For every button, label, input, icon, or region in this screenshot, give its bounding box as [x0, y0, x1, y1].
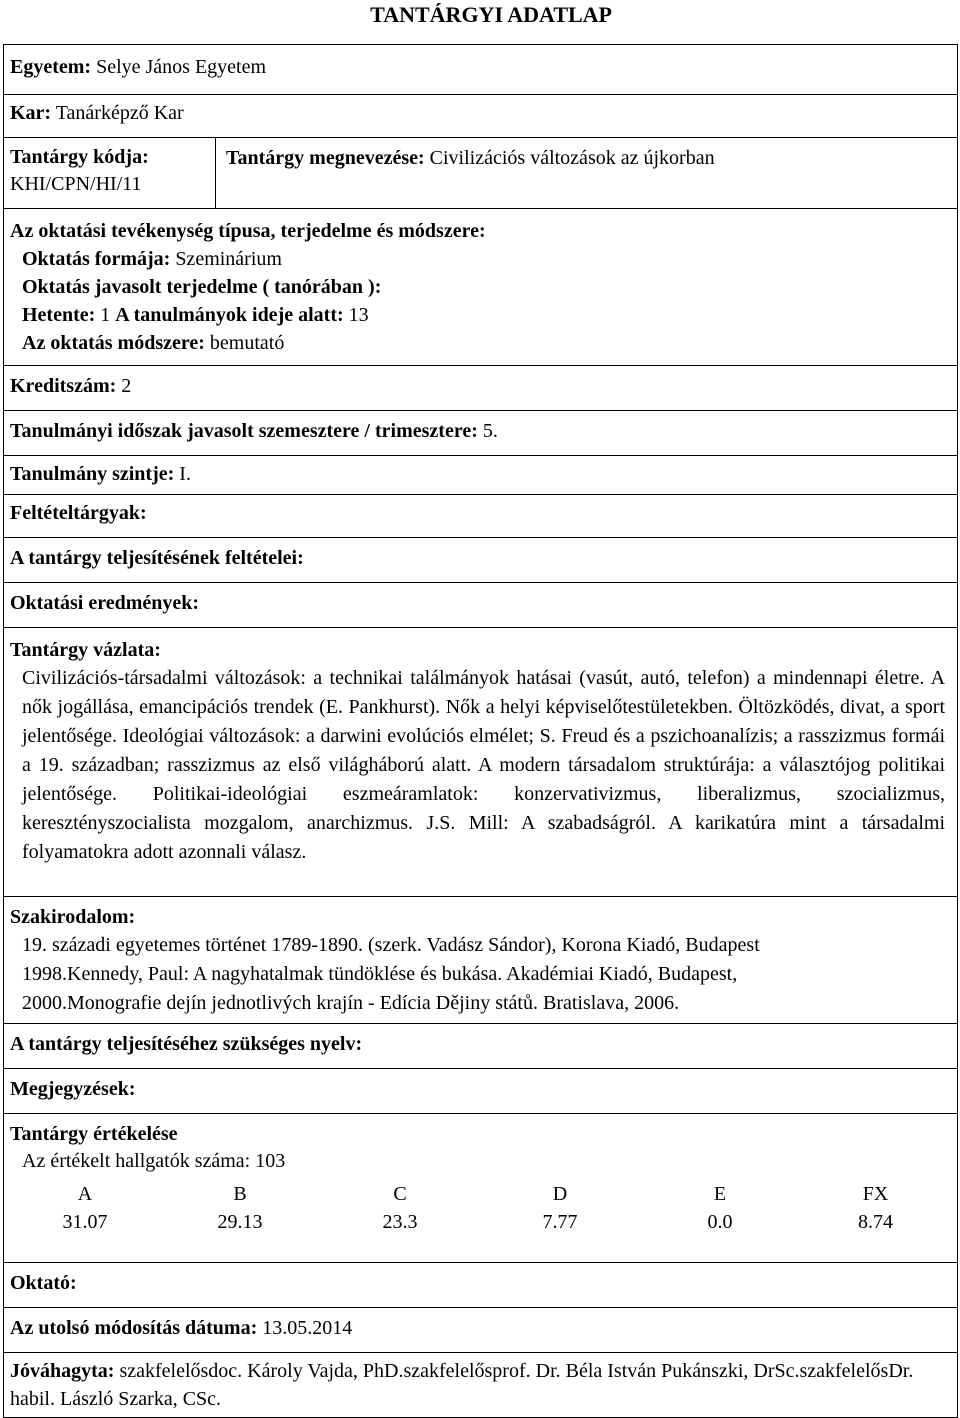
- grade-percentage: 29.13: [217, 1211, 263, 1233]
- literature-line: 1998.Kennedy, Paul: A nagyhatalmak tündöklése és bukása. Akadémiai Kiadó, Budapest,: [22, 963, 738, 985]
- evaluated-count: Az értékelt hallgatók száma: 103: [22, 1150, 286, 1172]
- prerequisites-row: [4, 495, 958, 538]
- credits-label: Kreditszám:: [10, 375, 117, 397]
- weekly-label: Hetente:: [22, 304, 96, 326]
- teaching-form-value: Szeminárium: [175, 248, 282, 270]
- grade-distribution-table: [10, 1180, 951, 1236]
- grade-letter: FX: [862, 1183, 889, 1205]
- faculty-row: [4, 95, 958, 138]
- teaching-method-value: bemutató: [209, 332, 285, 354]
- grade-header-row: [10, 1180, 951, 1208]
- credits-row: [4, 366, 958, 411]
- grade-percentage: 7.77: [542, 1211, 578, 1233]
- grade-letter: E: [713, 1183, 727, 1205]
- prerequisites-label: Feltételtárgyak:: [10, 502, 147, 524]
- evaluation-label: Tantárgy értékelése: [10, 1123, 178, 1145]
- grade-letter: C: [393, 1183, 407, 1205]
- course-data-sheet: [3, 44, 958, 1418]
- literature-line: 2000.Monografie dejín jednotlivých krajín - Edícia Dějiny států. Bratislava, 2006.: [22, 992, 680, 1014]
- course-code-label: Tantárgy kódja:: [10, 146, 149, 168]
- university-label: Egyetem:: [10, 56, 92, 78]
- total-hours-value: 13: [348, 304, 369, 326]
- grade-percentage: 23.3: [382, 1211, 418, 1233]
- semester-label: Tanulmányi időszak javasolt szemesztere / trimesztere:: [10, 420, 478, 442]
- weekly-value: 1: [100, 304, 111, 326]
- teaching-heading: Az oktatási tevékenység típusa, terjedelme és módszere:: [10, 220, 486, 242]
- modified-value: 13.05.2014: [262, 1317, 353, 1339]
- grade-percentage: 8.74: [858, 1211, 893, 1233]
- level-label: Tanulmány szintje:: [10, 463, 175, 485]
- semester-value: 5.: [482, 420, 498, 442]
- evaluation-row: [4, 1114, 958, 1263]
- level-row: [4, 456, 958, 495]
- course-name-label: Tantárgy megnevezése:: [226, 147, 425, 169]
- teaching-row: [4, 209, 958, 366]
- course-code-value: KHI/CPN/HI/11: [10, 173, 142, 195]
- outline-text: Civilizációs-társadalmi változások: a technikai találmányok hatásai (vasút, autó, telefon) a mindennapi életre. A nők jogállása, emancipációs trendek (E. Pankhurst). Nők a helyi képviselőtestületekben. Öltözködés, divat, a sport jelentősége. Ideológiai változások: a darwini evolúciós elmélet; S. Freud és a pszichoanalízis; a rasszizmus formái a 19. században; rasszizmus az első világháború alatt. A modern társadalom struktúrája: a választójog politikai jelentősége. Politikai-ideológiai eszmeáramlatok: konzervativizmus, liberalizmus, szocializmus, keresztényszocialista mozgalom, anarchizmus. J.S. Mill: A szabadságról. A karikatúra mint a társadalmi folyamatokra adott azonnali válasz.: [22, 667, 946, 863]
- teaching-scope-label: Oktatás javasolt terjedelme ( tanórában ):: [22, 276, 382, 298]
- literature-label: Szakirodalom:: [10, 906, 136, 928]
- approved-value: szakfelelősdoc. Károly Vajda, PhD.szakfelelősprof. Dr. Béla István Pukánszki, DrSc.szakfelelősDr. habil. László Szarka, CSc.: [10, 1360, 914, 1410]
- language-row: [4, 1024, 958, 1069]
- instructor-label: Oktató:: [10, 1272, 77, 1294]
- semester-row: [4, 411, 958, 456]
- grade-percentage: 0.0: [707, 1211, 733, 1233]
- literature-row: [4, 897, 958, 1024]
- modified-label: Az utolsó módosítás dátuma:: [10, 1317, 258, 1339]
- modified-row: [4, 1308, 958, 1353]
- course-name-cell: [216, 138, 958, 209]
- total-hours-label: A tanulmányok ideje alatt:: [115, 304, 344, 326]
- grade-percentage-row: [10, 1208, 951, 1236]
- course-id-row: [4, 138, 958, 209]
- conditions-row: [4, 538, 958, 583]
- document-title: TANTÁRGYI ADATLAP: [370, 2, 612, 27]
- outcomes-label: Oktatási eredmények:: [10, 592, 200, 614]
- university-value: Selye János Egyetem: [96, 56, 267, 78]
- conditions-label: A tantárgy teljesítésének feltételei:: [10, 547, 304, 569]
- faculty-value: Tanárképző Kar: [55, 102, 184, 124]
- course-name-value: Civilizációs változások az újkorban: [429, 147, 715, 169]
- outline-label: Tantárgy vázlata:: [10, 639, 161, 661]
- teaching-method-label: Az oktatás módszere:: [22, 332, 205, 354]
- grade-letter: D: [552, 1183, 568, 1205]
- grade-percentage: 31.07: [62, 1211, 108, 1233]
- teaching-form-label: Oktatás formája:: [22, 248, 171, 270]
- grade-letter: B: [233, 1183, 247, 1205]
- approved-label: Jóváhagyta:: [10, 1360, 115, 1382]
- grade-letter: A: [77, 1183, 93, 1205]
- literature-line: 19. századi egyetemes történet 1789-1890. (szerk. Vadász Sándor), Korona Kiadó, Budapest: [22, 934, 760, 956]
- notes-label: Megjegyzések:: [10, 1078, 136, 1100]
- approved-row: [4, 1353, 958, 1418]
- instructor-row: [4, 1263, 958, 1308]
- course-code-cell: [4, 138, 216, 209]
- notes-row: [4, 1069, 958, 1114]
- credits-value: 2: [121, 375, 132, 397]
- outline-row: [4, 628, 958, 897]
- language-label: A tantárgy teljesítéséhez szükséges nyelv:: [10, 1033, 363, 1055]
- outcomes-row: [4, 583, 958, 628]
- university-row: [4, 45, 958, 95]
- faculty-label: Kar:: [10, 102, 52, 124]
- level-value: I.: [179, 463, 191, 485]
